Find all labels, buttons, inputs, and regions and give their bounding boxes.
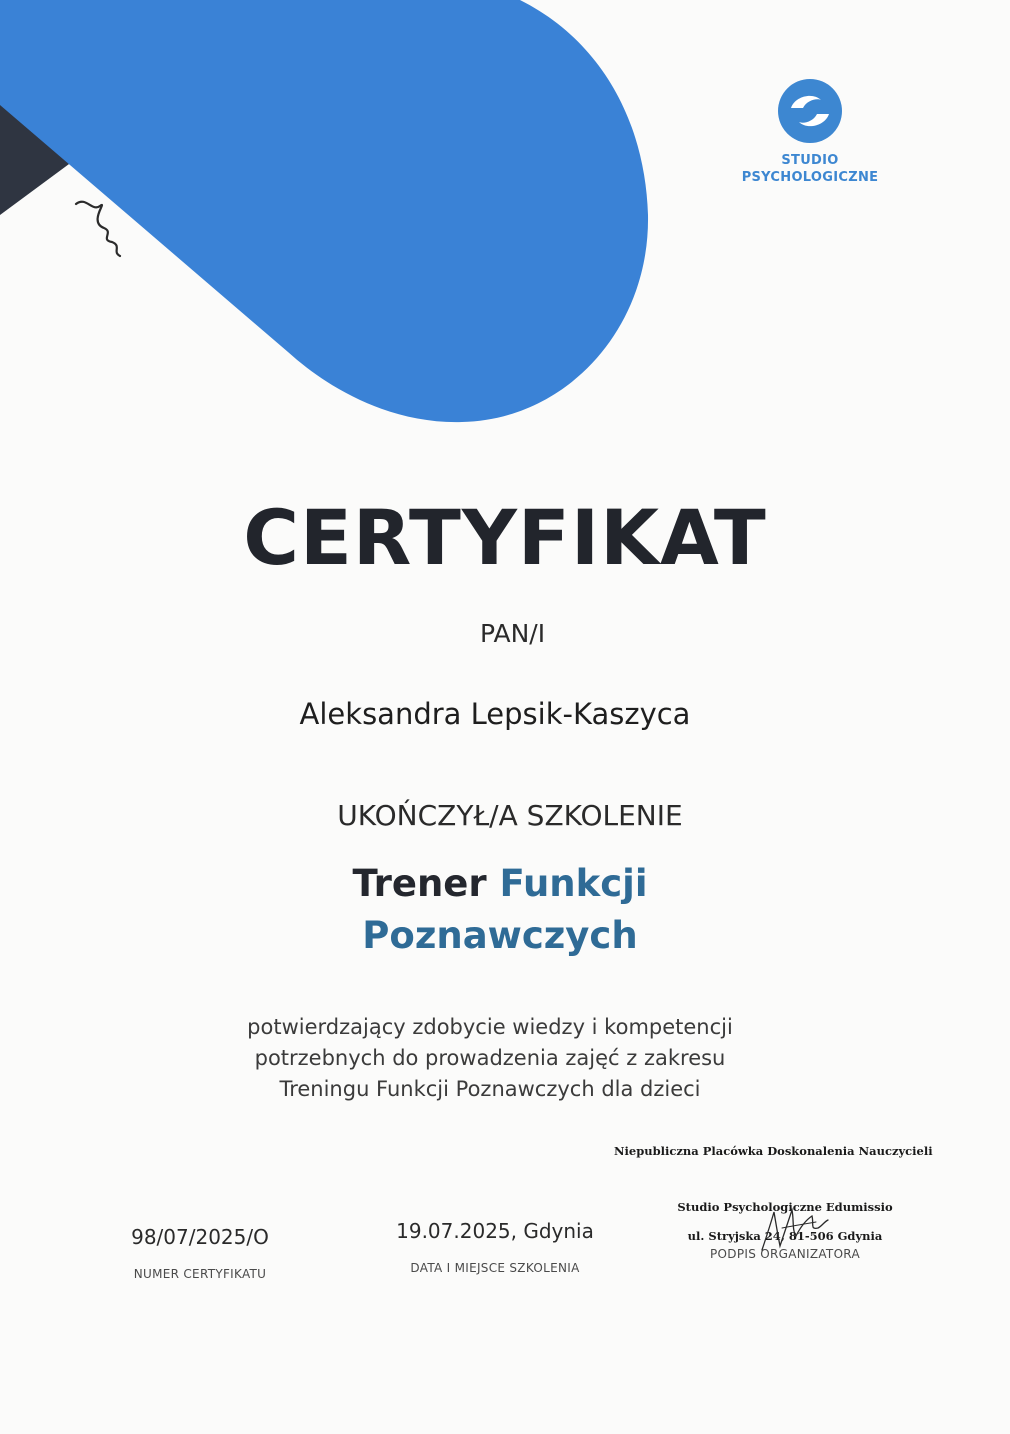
stamp-name: Studio Psychologiczne Edumissio [677, 1200, 893, 1214]
studio-logo-icon [777, 78, 843, 144]
course-name [300, 858, 700, 962]
wave-line [76, 202, 120, 256]
logo-text [722, 152, 898, 186]
certificate-description [200, 1012, 780, 1105]
blue-rounded-shape [0, 0, 648, 422]
description-line-1: potwierdzający zdobycie wiedzy i kompetencji [247, 1015, 733, 1039]
certificate-number-label: NUMER CERTYFIKATU [133, 1267, 267, 1281]
certificate-title: CERTYFIKAT [243, 493, 767, 582]
certificate-number-block [100, 1222, 300, 1282]
date-place-block [380, 1216, 610, 1276]
signature-label: PODPIS ORGANIZATORA [710, 1247, 860, 1261]
course-word-1: Trener [352, 862, 487, 905]
completed-text: UKOŃCZYŁ/A SZKOLENIE [337, 799, 683, 832]
logo-line-1: STUDIO [781, 153, 839, 168]
stamp-institution: Niepubliczna Placówka Doskonalenia Nauczycieli [614, 1144, 933, 1158]
recipient-name: Aleksandra Lepsik-Kaszyca [299, 697, 691, 731]
course-word-2: Funkcji [499, 862, 648, 905]
course-word-3: Poznawczych [362, 914, 638, 957]
salutation: PAN/I [480, 619, 546, 648]
logo-line-2: PSYCHOLOGICZNE [741, 170, 879, 185]
date-place: 19.07.2025, Gdynia [396, 1219, 594, 1243]
studio-logo [722, 78, 898, 186]
certificate-number: 98/07/2025/O [131, 1225, 269, 1249]
description-line-3: Treningu Funkcji Poznawczych dla dzieci [279, 1077, 701, 1101]
description-line-2: potrzebnych do prowadzenia zajęć z zakresu [254, 1046, 726, 1070]
date-place-label: DATA I MIEJSCE SZKOLENIA [410, 1261, 580, 1275]
stamp-address: ul. Stryjska 24, 81-506 Gdynia [687, 1229, 883, 1243]
handwritten-signature [752, 1198, 832, 1258]
